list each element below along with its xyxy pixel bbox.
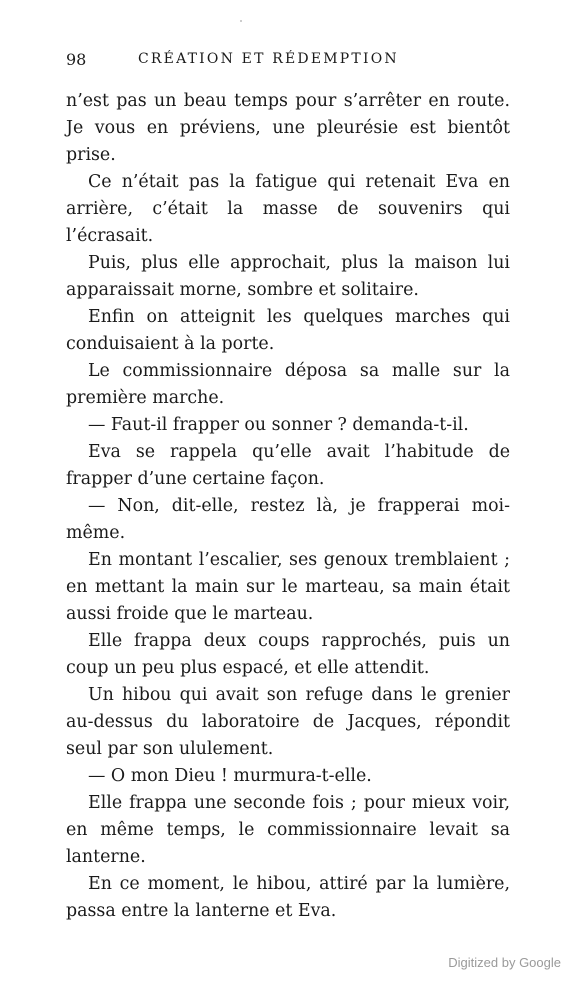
paragraph-2: Ce n’était pas la fatigue qui retenait Eva en arrière, c’était la masse de souvenirs qui l’écrasait.	[66, 172, 510, 246]
paragraph-11: Un hibou qui avait son refuge dans le grenier au-dessus du laboratoire de Jacques, répondit seul par son ululement.	[66, 685, 510, 759]
page-header	[66, 50, 510, 74]
paragraph-3: Puis, plus elle approchait, plus la maison lui apparaissait morne, sombre et solitaire.	[66, 253, 510, 300]
paragraph-12: — O mon Dieu ! murmura-t-elle.	[88, 766, 372, 786]
paragraph-13: Elle frappa une seconde fois ; pour mieux voir, en même temps, le commissionnaire levait sa lanterne.	[66, 793, 510, 867]
paragraph-8: — Non, dit-elle, restez là, je frapperai moi-même.	[66, 496, 510, 543]
paper-speck	[240, 20, 242, 22]
paragraph-5: Le commissionnaire déposa sa malle sur la première marche.	[66, 361, 510, 408]
paragraph-1: n’est pas un beau temps pour s’arrêter en route. Je vous en préviens, une pleurésie est bientôt prise.	[66, 91, 510, 165]
paragraph-7: Eva se rappela qu’elle avait l’habitude de frapper d’une certaine façon.	[66, 442, 510, 489]
paragraph-10: Elle frappa deux coups rapprochés, puis un coup un peu plus espacé, et elle attendit.	[66, 631, 510, 678]
page-number: 98	[66, 50, 87, 69]
body-text	[66, 88, 510, 925]
running-title: CRÉATION ET RÉDEMPTION	[138, 51, 399, 67]
paragraph-4: Enfin on atteignit les quelques marches qui conduisaient à la porte.	[66, 307, 510, 354]
paragraph-9: En montant l’escalier, ses genoux tremblaient ; en mettant la main sur le marteau, sa main était aussi froide que le marteau.	[66, 550, 510, 624]
paragraph-14: En ce moment, le hibou, attiré par la lumière, passa entre la lanterne et Eva.	[66, 874, 510, 921]
digitized-watermark: Digitized by Google	[448, 955, 561, 970]
paragraph-6: — Faut-il frapper ou sonner ? demanda-t-il.	[88, 415, 469, 435]
